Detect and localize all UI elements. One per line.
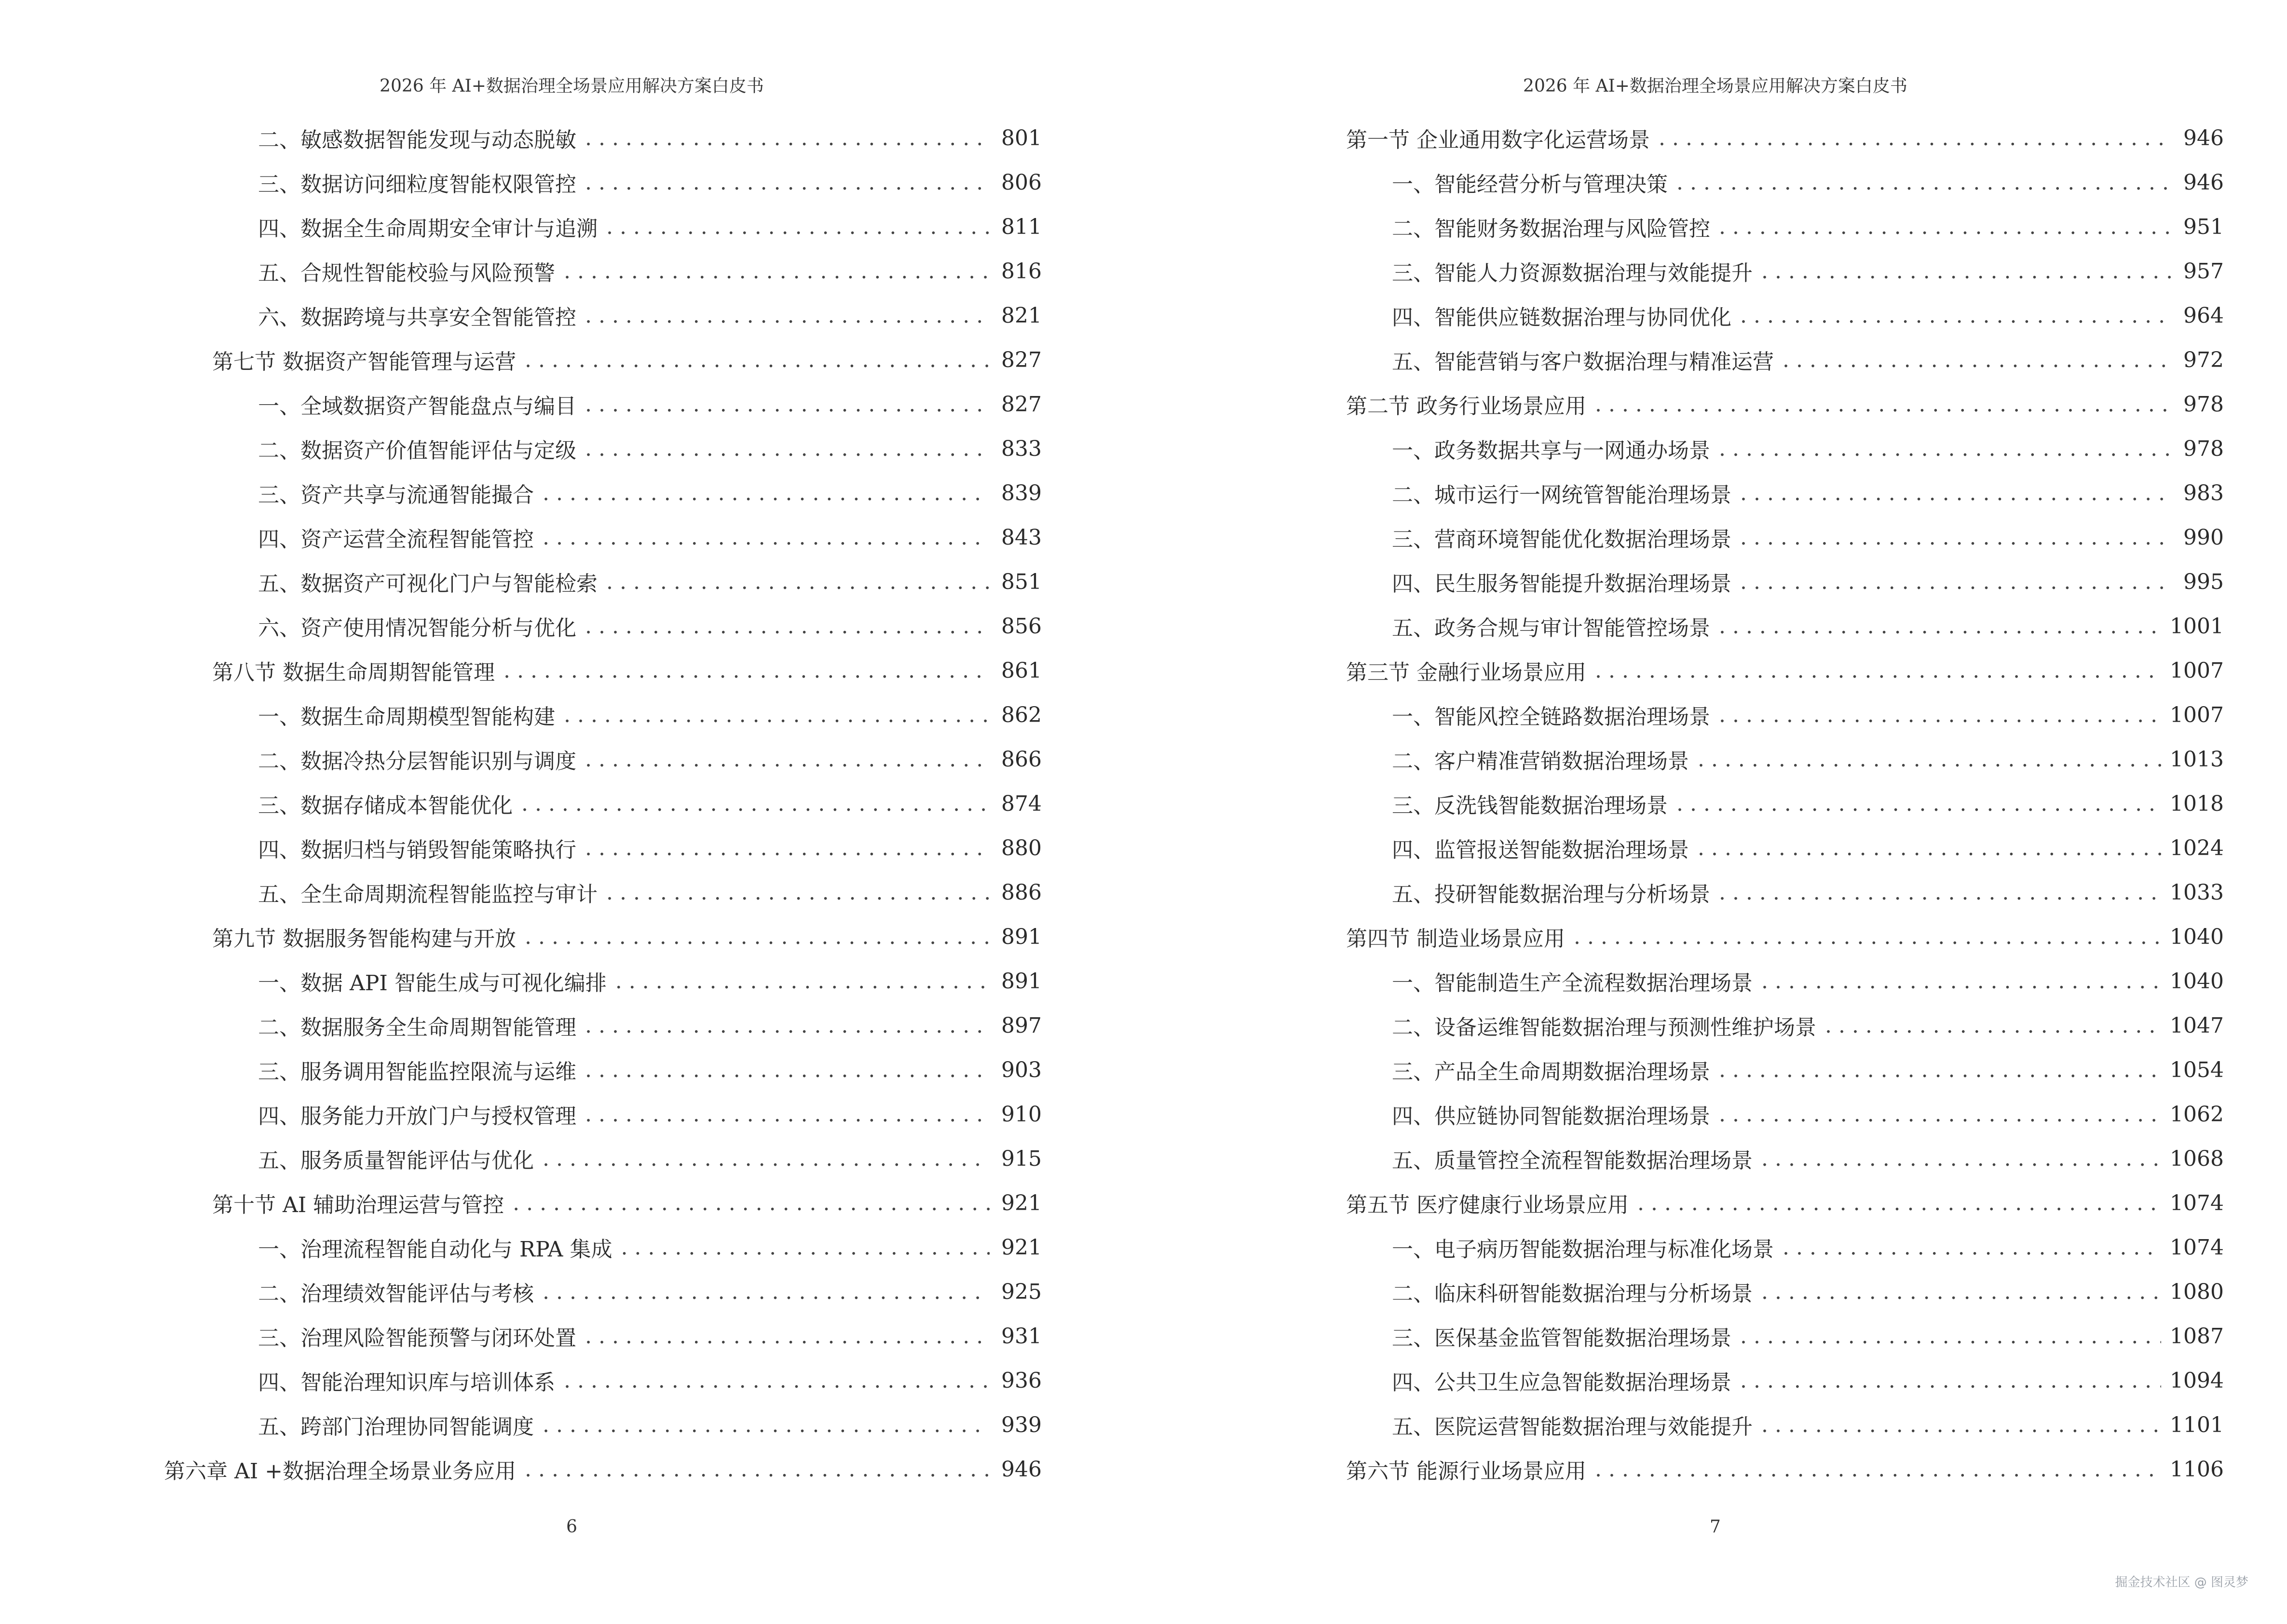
toc-entry-page: 827 [1001,392,1042,417]
toc-entry[interactable] [164,1136,1042,1181]
toc-entry-page: 1018 [2170,791,2224,816]
toc-entry-title: 一、电子病历智能数据治理与标准化场景 [1392,1237,1774,1262]
page-header: 2026 年 AI+数据治理全场景应用解决方案白皮书 [380,76,764,96]
toc-entry-title: 五、医院运营智能数据治理与效能提升 [1392,1415,1753,1439]
toc-entry-page: 1047 [2170,1013,2224,1038]
toc-entry-page: 801 [1001,125,1042,150]
toc-entry-title: 三、资产共享与流通智能撮合 [258,483,534,507]
toc-entry-title: 三、数据访问细粒度智能权限管控 [258,172,576,197]
toc-entry[interactable] [164,205,1042,249]
toc-entry-title: 四、公共卫生应急智能数据治理场景 [1392,1370,1731,1395]
toc-leader-dots [1698,747,2161,772]
toc-entry-page: 1087 [2170,1324,2224,1349]
toc-leader-dots [521,792,990,816]
toc-entry-title: 五、政务合规与审计智能管控场景 [1392,616,1710,641]
toc-entry[interactable] [164,1181,1042,1225]
toc-leader-dots [525,925,990,949]
toc-leader-dots [585,126,990,150]
toc-leader-dots [1719,614,2161,639]
toc-entry-page: 880 [1001,835,1042,860]
toc-leader-dots [525,348,990,372]
toc-entry-title: 第八节 数据生命周期智能管理 [212,660,495,685]
toc-entry-title: 第一节 企业通用数字化运营场景 [1346,128,1650,152]
toc-entry-page: 1007 [2170,658,2224,683]
toc-entry[interactable] [1346,781,2224,826]
toc-entry[interactable] [164,1358,1042,1403]
toc-entry-title: 第十节 AI 辅助治理运营与管控 [212,1193,504,1217]
toc-entry[interactable] [1346,116,2224,160]
toc-entry[interactable] [1346,293,2224,338]
toc-leader-dots [543,1413,990,1437]
toc-entry-title: 二、客户精准营销数据治理场景 [1392,749,1689,774]
toc-leader-dots [1783,1235,2161,1260]
toc-entry-page: 946 [2183,125,2224,150]
toc-entry[interactable] [1346,338,2224,382]
toc-entry-page: 964 [2183,303,2224,328]
toc-entry-page: 843 [1001,525,1042,550]
toc-leader-dots [585,1102,990,1127]
toc-entry-title: 二、治理绩效智能评估与考核 [258,1282,534,1306]
toc-entry-page: 925 [1001,1279,1042,1304]
toc-entry[interactable] [164,560,1042,604]
toc-entry-page: 1040 [2170,924,2224,949]
toc-entry-page: 921 [1001,1190,1042,1215]
toc-leader-dots [585,614,990,639]
toc-leader-dots [1659,126,2172,150]
toc-entry[interactable] [1346,1136,2224,1181]
toc-leader-dots [585,1058,990,1082]
toc-entry-page: 862 [1001,702,1042,727]
toc-entry-title: 二、数据服务全生命周期智能管理 [258,1015,576,1040]
toc-entry-page: 833 [1001,436,1042,461]
toc-leader-dots [1637,1191,2161,1215]
toc-leader-dots [513,1191,990,1215]
toc-entry-page: 1062 [2170,1102,2224,1127]
toc-entry[interactable] [164,249,1042,293]
toc-entry-page: 939 [1001,1412,1042,1437]
toc-entry-page: 1068 [2170,1146,2224,1171]
toc-entry[interactable] [1346,1181,2224,1225]
toc-entry-page: 1033 [2170,880,2224,905]
toc-entry[interactable] [1346,560,2224,604]
toc-entry[interactable] [164,648,1042,693]
toc-leader-dots [543,481,990,505]
toc-entry-page: 821 [1001,303,1042,328]
toc-entry-page: 811 [1001,214,1042,239]
toc-entry-title: 四、智能供应链数据治理与协同优化 [1392,305,1731,330]
toc-entry-page: 910 [1001,1102,1042,1127]
toc-entry-page: 827 [1001,347,1042,372]
toc-entry-title: 一、数据生命周期模型智能构建 [258,705,555,729]
toc-entry-title: 一、智能经营分析与管理决策 [1392,172,1668,197]
toc-entry-title: 三、服务调用智能监控限流与运维 [258,1060,576,1084]
page-number: 7 [1710,1517,1721,1537]
toc-leader-dots [1574,925,2161,949]
toc-entry[interactable] [164,382,1042,426]
toc-entry[interactable] [164,914,1042,959]
toc-entry-title: 第二节 政务行业场景应用 [1346,394,1586,419]
toc-entry-title: 五、数据资产可视化门户与智能检索 [258,572,598,596]
toc-entry-page: 806 [1001,170,1042,195]
toc-entry[interactable] [164,160,1042,205]
toc-entry-page: 1001 [2170,614,2224,639]
toc-entry[interactable] [1346,1358,2224,1403]
toc-entry-page: 1106 [2170,1457,2224,1482]
toc-entry-title: 五、跨部门治理协同智能调度 [258,1415,534,1439]
toc-entry-page: 861 [1001,658,1042,683]
toc-entry-title: 二、临床科研智能数据治理与分析场景 [1392,1282,1753,1306]
toc-entry-title: 二、设备运维智能数据治理与预测性维护场景 [1392,1015,1816,1040]
toc-entry-title: 三、数据存储成本智能优化 [258,793,513,818]
toc-entry[interactable] [164,1447,1042,1491]
toc-entry[interactable] [164,1048,1042,1092]
toc-leader-dots [564,1368,990,1393]
toc-entry-title: 一、数据 API 智能生成与可视化编排 [258,971,607,996]
toc-entry-page: 957 [2183,259,2224,284]
toc-entry-page: 874 [1001,791,1042,816]
toc-leader-dots [1595,1457,2161,1482]
toc-entry-page: 891 [1001,924,1042,949]
toc-leader-dots [1825,1013,2161,1038]
toc-entry-title: 三、产品全生命周期数据治理场景 [1392,1060,1710,1084]
toc-entry-page: 1054 [2170,1057,2224,1082]
toc-entry-title: 三、智能人力资源数据治理与效能提升 [1392,261,1753,286]
toc-entry-title: 一、全域数据资产智能盘点与编目 [258,394,576,419]
toc-entry[interactable] [1346,914,2224,959]
toc-leader-dots [606,570,990,594]
toc-entry-page: 1013 [2170,747,2224,772]
toc-entry-page: 946 [1001,1457,1042,1482]
toc-leader-dots [1595,392,2172,417]
toc-entry-page: 1074 [2170,1235,2224,1260]
toc-entry[interactable] [164,1403,1042,1447]
toc-entry[interactable] [164,604,1042,648]
toc-entry-title: 第六节 能源行业场景应用 [1346,1459,1586,1484]
toc-entry[interactable] [1346,1092,2224,1136]
toc-entry-title: 第七节 数据资产智能管理与运营 [212,350,516,374]
toc-entry-title: 第四节 制造业场景应用 [1346,927,1565,951]
toc-entry-title: 一、智能风控全链路数据治理场景 [1392,705,1710,729]
toc-entry-page: 995 [2183,569,2224,594]
toc-entry[interactable] [1346,515,2224,560]
toc-entry[interactable] [1346,1269,2224,1314]
toc-leader-dots [585,1013,990,1038]
toc-entry-page: 990 [2183,525,2224,550]
toc-entry-title: 五、投研智能数据治理与分析场景 [1392,882,1710,907]
toc-entry-title: 一、政务数据共享与一网通办场景 [1392,438,1710,463]
toc-entry[interactable] [164,826,1042,870]
toc-leader-dots [585,836,990,860]
toc-leader-dots [543,1280,990,1304]
page-number: 6 [566,1517,577,1537]
toc-entry[interactable] [164,693,1042,737]
toc-leader-dots [585,392,990,417]
toc-entry[interactable] [1346,1403,2224,1447]
toc-entry-page: 851 [1001,569,1042,594]
toc-entry[interactable] [1346,1225,2224,1269]
toc-entry[interactable] [1346,471,2224,515]
toc-leader-dots [585,170,990,195]
toc-entry[interactable] [1346,1314,2224,1358]
toc-leader-dots [543,1146,990,1171]
toc-entry-page: 1007 [2170,702,2224,727]
toc-entry-title: 三、反洗钱智能数据治理场景 [1392,793,1668,818]
toc-entry-title: 二、智能财务数据治理与风险管控 [1392,217,1710,241]
toc-leader-dots [1761,1146,2161,1171]
toc-leader-dots [1761,1413,2161,1437]
toc-entry[interactable] [1346,249,2224,293]
toc-entry-page: 946 [2183,170,2224,195]
toc-entry-page: 903 [1001,1057,1042,1082]
toc-entry-title: 四、智能治理知识库与培训体系 [258,1370,555,1395]
toc-entry[interactable] [164,1003,1042,1048]
toc-entry[interactable] [164,471,1042,515]
toc-leader-dots [525,1457,990,1482]
toc-leader-dots [1719,1058,2161,1082]
toc-entry[interactable] [1346,959,2224,1003]
toc-leader-dots [564,703,990,727]
toc-entry-title: 五、智能营销与客户数据治理与精准运营 [1392,350,1774,374]
toc-entry-page: 1024 [2170,835,2224,860]
toc-entry-title: 四、监管报送智能数据治理场景 [1392,838,1689,862]
toc-entry-title: 四、资产运营全流程智能管控 [258,527,534,552]
toc-entry-page: 839 [1001,480,1042,505]
toc-entry-title: 四、数据全生命周期安全审计与追溯 [258,217,598,241]
toc-leader-dots [1761,259,2172,284]
toc-leader-dots [1719,437,2172,461]
toc-entry-page: 915 [1001,1146,1042,1171]
toc-entry-page: 1074 [2170,1190,2224,1215]
toc-entry-title: 四、民生服务智能提升数据治理场景 [1392,572,1731,596]
toc-leader-dots [585,747,990,772]
toc-leader-dots [1740,570,2172,594]
toc-leader-dots [543,525,990,550]
toc-leader-dots [1740,1368,2161,1393]
toc-entry[interactable] [164,1269,1042,1314]
toc-entry-title: 一、治理流程智能自动化与 RPA 集成 [258,1237,613,1262]
toc-entry[interactable] [1346,870,2224,914]
toc-entry-title: 二、数据资产价值智能评估与定级 [258,438,576,463]
toc-entry[interactable] [164,1314,1042,1358]
toc-entry[interactable] [1346,1447,2224,1491]
toc-entry-title: 六、数据跨境与共享安全智能管控 [258,305,576,330]
toc-leader-dots [1740,481,2172,505]
toc-leader-dots [1719,1102,2161,1127]
toc-entry-title: 五、质量管控全流程智能数据治理场景 [1392,1148,1753,1173]
toc-entry-title: 第六章 AI +数据治理全场景业务应用 [164,1459,516,1484]
toc-leader-dots [1676,792,2161,816]
toc-entry[interactable] [1346,426,2224,471]
toc-leader-dots [1761,969,2161,994]
watermark: 掘金技术社区 @ 图灵梦 [2115,1575,2248,1590]
right-page [1144,0,2287,1624]
toc-entry-page: 1080 [2170,1279,2224,1304]
toc-entry-page: 931 [1001,1324,1042,1349]
toc-entry[interactable] [164,737,1042,781]
toc-entry-page: 1101 [2170,1412,2224,1437]
toc-entry-title: 五、全生命周期流程智能监控与审计 [258,882,598,907]
toc-entry-title: 五、合规性智能校验与风险预警 [258,261,555,286]
toc-leader-dots [564,259,990,284]
toc-leader-dots [606,880,990,905]
toc-entry-page: 936 [1001,1368,1042,1393]
toc-entry[interactable] [1346,382,2224,426]
toc-entry[interactable] [164,293,1042,338]
toc-entry-title: 三、医保基金监管智能数据治理场景 [1392,1326,1731,1351]
toc-entry-title: 第五节 医疗健康行业场景应用 [1346,1193,1629,1217]
toc-entry[interactable] [1346,205,2224,249]
toc-entry-page: 951 [2183,214,2224,239]
toc-entry[interactable] [1346,1048,2224,1092]
toc-entry[interactable] [164,116,1042,160]
toc-entry-title: 四、供应链协同智能数据治理场景 [1392,1104,1710,1129]
toc-entry-page: 1094 [2170,1368,2224,1393]
toc-entry-title: 第三节 金融行业场景应用 [1346,660,1586,685]
toc-entry-page: 1040 [2170,969,2224,994]
toc-entry-title: 三、营商环境智能优化数据治理场景 [1392,527,1731,552]
toc-entry-title: 第九节 数据服务智能构建与开放 [212,927,516,951]
toc-entry-title: 一、智能制造生产全流程数据治理场景 [1392,971,1753,996]
toc-leader-dots [504,658,990,683]
toc-entry-title: 二、敏感数据智能发现与动态脱敏 [258,128,576,152]
toc-leader-dots [1595,658,2161,683]
toc-entry-page: 897 [1001,1013,1042,1038]
toc-entry-page: 983 [2183,480,2224,505]
toc-entry[interactable] [1346,826,2224,870]
toc-entry-page: 978 [2183,392,2224,417]
toc-entry-page: 856 [1001,614,1042,639]
toc-entry[interactable] [1346,693,2224,737]
toc-entry-title: 三、治理风险智能预警与闭环处置 [258,1326,576,1351]
toc-leader-dots [1740,303,2172,328]
toc-leader-dots [585,303,990,328]
toc-leader-dots [585,1324,990,1349]
toc-leader-dots [606,215,990,239]
toc-entry[interactable] [164,515,1042,560]
toc-entry[interactable] [164,1225,1042,1269]
toc-leader-dots [615,969,990,994]
toc-entry[interactable] [1346,160,2224,205]
toc-entry-title: 四、服务能力开放门户与授权管理 [258,1104,576,1129]
toc-entry[interactable] [164,1092,1042,1136]
toc-leader-dots [1740,525,2172,550]
toc-list [164,116,1042,1491]
toc-leader-dots [1740,1324,2161,1349]
toc-entry-title: 六、资产使用情况智能分析与优化 [258,616,576,641]
toc-entry[interactable] [164,781,1042,826]
page-header: 2026 年 AI+数据治理全场景应用解决方案白皮书 [1523,76,1907,96]
toc-leader-dots [1719,880,2161,905]
toc-leader-dots [1676,170,2172,195]
toc-entry-page: 921 [1001,1235,1042,1260]
toc-entry[interactable] [164,426,1042,471]
toc-entry[interactable] [164,959,1042,1003]
toc-entry-title: 二、数据冷热分层智能识别与调度 [258,749,576,774]
toc-entry-title: 二、城市运行一网统管智能治理场景 [1392,483,1731,507]
toc-leader-dots [1783,348,2172,372]
toc-entry-title: 四、数据归档与销毁智能策略执行 [258,838,576,862]
toc-entry-page: 972 [2183,347,2224,372]
toc-entry-page: 816 [1001,259,1042,284]
toc-leader-dots [1719,215,2172,239]
toc-entry[interactable] [1346,737,2224,781]
toc-leader-dots [1761,1280,2161,1304]
toc-leader-dots [585,437,990,461]
toc-entry-page: 866 [1001,747,1042,772]
toc-entry-page: 886 [1001,880,1042,905]
toc-entry-page: 891 [1001,969,1042,994]
toc-leader-dots [1698,836,2161,860]
toc-leader-dots [1719,703,2161,727]
toc-list [1346,116,2224,1491]
toc-leader-dots [621,1235,990,1260]
toc-entry[interactable] [164,870,1042,914]
toc-entry[interactable] [1346,604,2224,648]
toc-entry[interactable] [164,338,1042,382]
toc-entry[interactable] [1346,648,2224,693]
toc-entry-title: 五、服务质量智能评估与优化 [258,1148,534,1173]
toc-entry[interactable] [1346,1003,2224,1048]
toc-entry-page: 978 [2183,436,2224,461]
